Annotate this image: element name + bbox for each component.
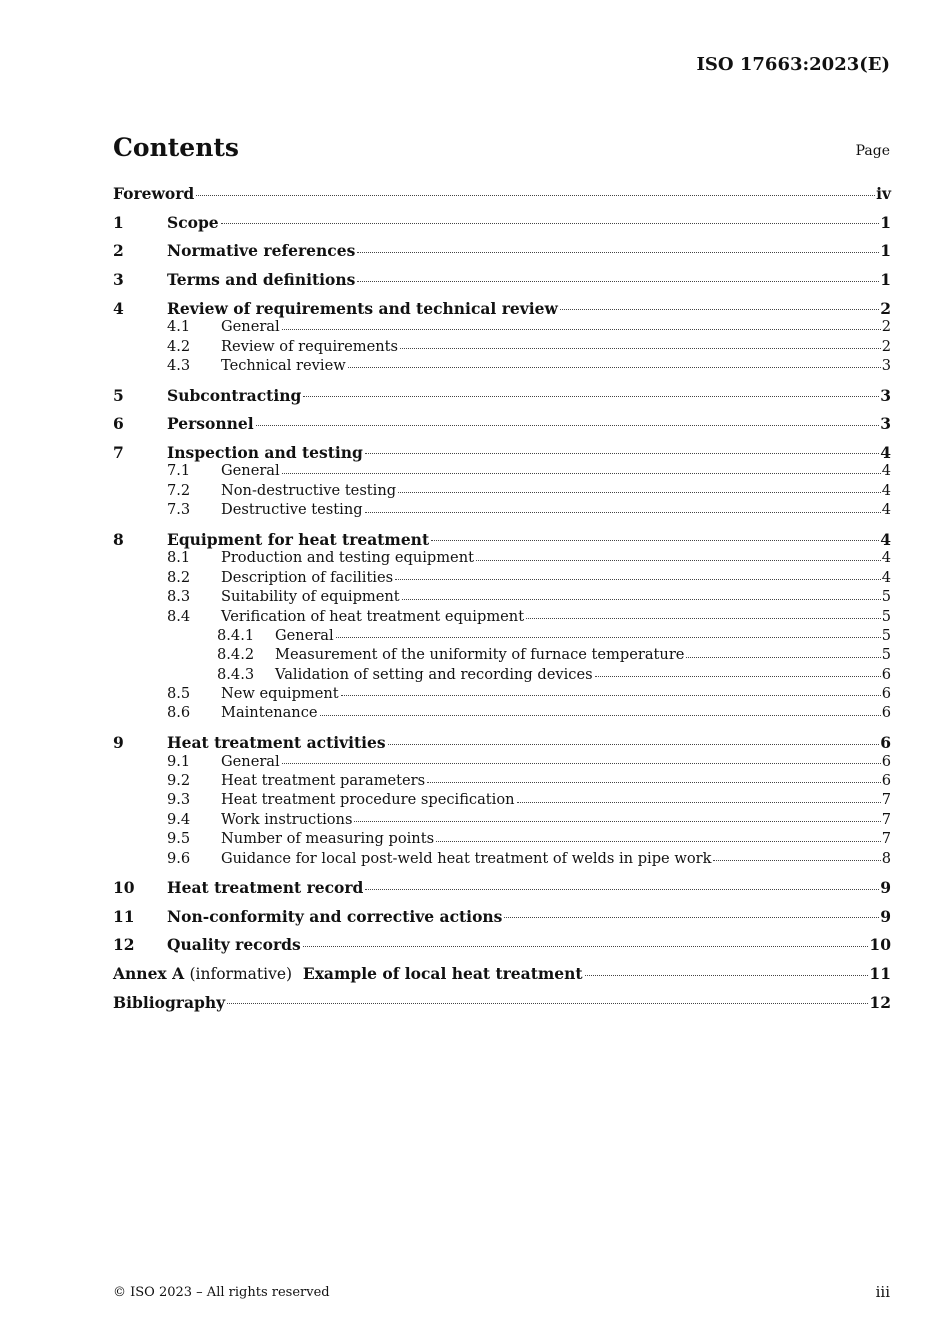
toc-title: Heat treatment activities: [167, 733, 386, 753]
toc-page-number: 5: [881, 626, 891, 644]
toc-entry[interactable]: [113, 993, 891, 1013]
toc-leader-dots: [517, 802, 881, 803]
toc-leader-dots: [282, 763, 881, 764]
toc-number: 11: [113, 906, 135, 926]
toc-leader-dots: [595, 676, 881, 677]
toc-title: Inspection and testing: [167, 442, 363, 462]
toc-leader-dots: [227, 1003, 868, 1004]
toc-leader-dots: [282, 329, 881, 330]
toc-title: Validation of setting and recording devices: [275, 665, 593, 683]
toc-title: Heat treatment procedure specification: [221, 791, 515, 809]
toc-page-number: 1: [880, 241, 891, 261]
toc-title: Number of measuring points: [221, 830, 435, 848]
toc-number: 3: [113, 270, 124, 290]
toc-entry[interactable]: [113, 357, 891, 376]
toc-number: 9.4: [167, 810, 191, 828]
page-title: Contents: [113, 133, 240, 162]
toc-entry[interactable]: [113, 608, 891, 627]
toc-entry[interactable]: [113, 907, 891, 927]
toc-page-number: 7: [881, 791, 891, 809]
toc-number: 9: [113, 733, 124, 753]
toc-title: Measurement of the uniformity of furnace temperature: [275, 646, 685, 664]
toc-leader-dots: [713, 860, 880, 861]
toc-title: Equipment for heat treatment: [167, 529, 430, 549]
toc-title: Technical review: [221, 357, 346, 375]
toc-title: Non-destructive testing: [221, 481, 397, 499]
toc-number: 9.6: [167, 849, 191, 867]
toc-page-number: 2: [880, 298, 891, 318]
toc-leader-dots: [357, 281, 879, 282]
toc-page-number: 12: [869, 992, 891, 1012]
toc-leader-dots: [348, 367, 881, 368]
toc-number: 8.4: [167, 607, 191, 625]
toc-title: Quality records: [167, 935, 301, 955]
toc-entry[interactable]: [113, 530, 891, 550]
toc-leader-dots: [526, 618, 881, 619]
toc-title: Description of facilities: [221, 568, 394, 586]
toc-entry[interactable]: [113, 241, 891, 261]
toc-entry[interactable]: [113, 462, 891, 481]
toc-page-number: 7: [881, 830, 891, 848]
toc-leader-dots: [585, 975, 869, 976]
toc-number: 9.3: [167, 791, 191, 809]
toc-leader-dots: [365, 889, 879, 890]
toc-number: 4: [113, 298, 124, 318]
document-id-header: ISO 17663:2023(E): [696, 54, 890, 75]
toc-title: Production and testing equipment: [221, 549, 474, 567]
toc-page-number: 6: [880, 733, 891, 753]
toc-number: 4.3: [167, 357, 191, 375]
toc-page-number: 5: [881, 607, 891, 625]
toc-number: 8.3: [167, 588, 191, 606]
toc-number: 5: [113, 385, 124, 405]
toc-page-number: 4: [881, 501, 891, 519]
toc-number: 4.1: [167, 318, 191, 336]
toc-entry[interactable]: [113, 299, 891, 319]
toc-entry[interactable]: [113, 414, 891, 434]
toc-entry[interactable]: [113, 646, 891, 665]
toc-annex-label: Annex A: [113, 964, 185, 984]
toc-page-number: 5: [881, 588, 891, 606]
toc-page-number: 4: [880, 442, 891, 462]
toc-leader-dots: [431, 540, 879, 541]
toc-entry[interactable]: [113, 270, 891, 290]
toc-page-number: 4: [881, 481, 891, 499]
toc-entry[interactable]: [113, 830, 891, 849]
toc-page-number: 9: [880, 878, 891, 898]
toc-entry[interactable]: [113, 772, 891, 791]
toc-page-number: 8: [881, 849, 891, 867]
toc-leader-dots: [221, 223, 880, 224]
toc-leader-dots: [427, 782, 881, 783]
toc-page-number: 11: [869, 964, 891, 984]
toc-page-number: 3: [880, 385, 891, 405]
toc-entry[interactable]: [113, 666, 891, 685]
toc-leader-dots: [303, 396, 879, 397]
toc-entry[interactable]: [113, 685, 891, 704]
toc-title: Example of local heat treatment: [302, 964, 583, 984]
toc-title: Destructive testing: [221, 501, 363, 519]
toc-leader-dots: [402, 599, 881, 600]
toc-leader-dots: [395, 579, 881, 580]
toc-number: 12: [113, 935, 135, 955]
table-of-contents: [113, 184, 891, 1012]
toc-title: Work instructions: [221, 810, 353, 828]
toc-page-number: 4: [880, 529, 891, 549]
toc-page-number: 4: [881, 549, 891, 567]
page-column-label: Page: [855, 143, 890, 159]
toc-number: 8.5: [167, 685, 191, 703]
toc-page-number: 6: [881, 665, 891, 683]
toc-entry[interactable]: [113, 588, 891, 607]
toc-number: 2: [113, 241, 124, 261]
toc-number: 8.1: [167, 549, 191, 567]
toc-title: General: [275, 626, 334, 644]
toc-page-number: 10: [869, 935, 891, 955]
toc-page-number: 9: [880, 906, 891, 926]
toc-title: Non-conformity and corrective actions: [167, 906, 503, 926]
toc-leader-dots: [400, 348, 881, 349]
toc-page-number: 2: [881, 337, 891, 355]
toc-number: 8.4.1: [217, 626, 255, 644]
toc-number: 7.2: [167, 481, 191, 499]
toc-number: 6: [113, 414, 124, 434]
page-number: iii: [875, 1283, 890, 1301]
toc-number: 8.4.3: [217, 665, 255, 683]
toc-leader-dots: [282, 473, 881, 474]
toc-leader-dots: [354, 821, 880, 822]
toc-entry[interactable]: [113, 569, 891, 588]
toc-page-number: iv: [876, 184, 891, 203]
toc-entry[interactable]: [113, 733, 891, 753]
toc-number: 8.6: [167, 704, 191, 722]
toc-title: General: [221, 462, 280, 480]
toc-leader-dots: [476, 560, 881, 561]
toc-entry[interactable]: [113, 386, 891, 406]
toc-title: Review of requirements: [221, 337, 398, 355]
toc-leader-dots: [365, 512, 881, 513]
toc-entry[interactable]: [113, 627, 891, 646]
toc-entry[interactable]: [113, 704, 891, 723]
toc-leader-dots: [320, 715, 881, 716]
toc-page-number: 6: [881, 685, 891, 703]
toc-page-number: 6: [881, 771, 891, 789]
copyright-footer: © ISO 2023 – All rights reserved: [113, 1285, 330, 1300]
toc-leader-dots: [357, 252, 879, 253]
toc-title: General: [221, 318, 280, 336]
toc-leader-dots: [256, 425, 880, 426]
toc-page-number: 6: [881, 752, 891, 770]
toc-number: 7.1: [167, 462, 191, 480]
toc-leader-dots: [336, 637, 881, 638]
toc-leader-dots: [388, 744, 880, 745]
toc-title: Suitability of equipment: [221, 588, 400, 606]
toc-title: Bibliography: [113, 992, 226, 1012]
toc-page-number: 1: [880, 270, 891, 290]
toc-page-number: 4: [881, 462, 891, 480]
toc-entry[interactable]: [113, 935, 891, 955]
toc-page-number: 2: [881, 318, 891, 336]
toc-page-number: 3: [880, 414, 891, 434]
toc-leader-dots: [504, 917, 879, 918]
toc-number: 8.2: [167, 568, 191, 586]
toc-number: 7: [113, 442, 124, 462]
toc-page-number: 6: [881, 704, 891, 722]
toc-entry[interactable]: [113, 443, 891, 463]
toc-entry[interactable]: [113, 318, 891, 337]
toc-page-number: 1: [880, 212, 891, 232]
toc-title: Subcontracting: [167, 385, 302, 405]
toc-number: 4.2: [167, 337, 191, 355]
toc-title: Normative references: [167, 241, 356, 261]
toc-title: Scope: [167, 212, 219, 232]
toc-page-number: 7: [881, 810, 891, 828]
toc-number: 10: [113, 878, 135, 898]
toc-leader-dots: [341, 695, 881, 696]
toc-leader-dots: [398, 492, 881, 493]
toc-entry[interactable]: [113, 964, 891, 984]
toc-entry[interactable]: [113, 811, 891, 830]
toc-entry[interactable]: [113, 213, 891, 233]
toc-page-number: 3: [881, 357, 891, 375]
toc-number: 9.1: [167, 752, 191, 770]
toc-entry[interactable]: [113, 878, 891, 898]
toc-entry[interactable]: [113, 549, 891, 568]
toc-title: New equipment: [221, 685, 339, 703]
toc-leader-dots: [196, 195, 875, 196]
toc-number: 9.5: [167, 830, 191, 848]
toc-number: 7.3: [167, 501, 191, 519]
toc-number: 8.4.2: [217, 646, 255, 664]
toc-page-number: 4: [881, 568, 891, 586]
toc-page-number: 5: [881, 646, 891, 664]
toc-entry[interactable]: [113, 338, 891, 357]
toc-number: 8: [113, 529, 124, 549]
toc-title: Verification of heat treatment equipment: [221, 607, 525, 625]
toc-leader-dots: [365, 453, 879, 454]
toc-title: Foreword: [113, 184, 195, 203]
toc-leader-dots: [303, 946, 869, 947]
toc-title: Maintenance: [221, 704, 318, 722]
toc-entry[interactable]: [113, 184, 891, 204]
toc-title: General: [221, 752, 280, 770]
toc-title: Terms and definitions: [167, 270, 356, 290]
toc-entry[interactable]: [113, 791, 891, 810]
toc-entry[interactable]: [113, 482, 891, 501]
toc-number: 9.2: [167, 771, 191, 789]
toc-entry[interactable]: [113, 850, 891, 869]
toc-leader-dots: [686, 657, 880, 658]
toc-title: Review of requirements and technical review: [167, 298, 558, 318]
toc-title: Personnel: [167, 414, 254, 434]
toc-entry[interactable]: [113, 753, 891, 772]
toc-title: Heat treatment record: [167, 878, 364, 898]
toc-number: 1: [113, 212, 124, 232]
toc-leader-dots: [560, 309, 879, 310]
toc-annex-note: (informative): [189, 965, 293, 984]
toc-title: Heat treatment parameters: [221, 771, 426, 789]
toc-entry[interactable]: [113, 501, 891, 520]
toc-title: Guidance for local post-weld heat treatment of welds in pipe work: [221, 849, 712, 867]
toc-leader-dots: [436, 841, 881, 842]
